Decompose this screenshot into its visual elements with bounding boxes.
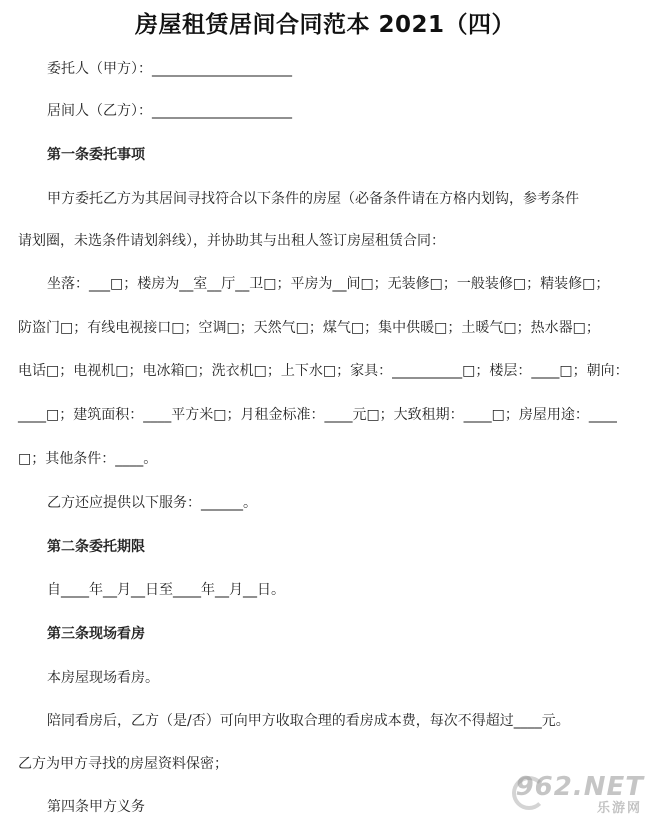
paragraph-line: 防盗门□；有线电视接口□；空调□；天然气□；煤气□；集中供暖□；土暖气□；热水器□； xyxy=(18,320,600,336)
paragraph-line: 甲方委托乙方为其居间寻找符合以下条件的房屋（必备条件请在方格内划钩，参考条件 xyxy=(47,191,579,207)
section-heading-2: 第二条委托期限 xyxy=(47,539,145,555)
client-party-line: 委托人（甲方）：____________________ xyxy=(47,61,292,77)
watermark-logo xyxy=(512,772,644,816)
paragraph-line: 请划圈，未选条件请划斜线），并协助其与出租人签订房屋租赁合同： xyxy=(18,233,445,249)
document-title: 房屋租赁居间合同范本 2021（四） xyxy=(134,12,516,38)
agent-party-line: 居间人（乙方）：____________________ xyxy=(47,103,292,119)
paragraph-line: ____□；建筑面积：____平方米□；月租金标准：____元□；大致租期：____□；房屋用途：____ xyxy=(18,407,617,423)
paragraph-line: 乙方还应提供以下服务：______。 xyxy=(47,495,257,511)
paragraph-line: □；其他条件：____。 xyxy=(18,451,158,467)
paragraph-line: 本房屋现场看房。 xyxy=(47,670,159,686)
section-heading-3: 第三条现场看房 xyxy=(47,626,145,642)
watermark-sub: 乐游网 xyxy=(596,801,642,816)
watermark-brand: 962.NET xyxy=(515,772,644,802)
paragraph-line: 电话□；电视机□；电冰箱□；洗衣机□；上下水□；家具：__________□；楼层：____□；朝向： xyxy=(18,363,629,379)
paragraph-line: 乙方为甲方寻找的房屋资料保密； xyxy=(18,756,228,772)
section-heading-1: 第一条委托事项 xyxy=(47,147,145,163)
paragraph-line: 陪同看房后，乙方（是/否）可向甲方收取合理的看房成本费，每次不得超过____元。 xyxy=(47,713,570,729)
section-heading-4: 第四条甲方义务 xyxy=(47,799,145,815)
paragraph-line: 坐落：___□；楼房为__室__厅__卫□；平房为__间□；无装修□；一般装修□；精装修□； xyxy=(47,276,610,292)
paragraph-line: 自____年__月__日至____年__月__日。 xyxy=(47,582,285,598)
